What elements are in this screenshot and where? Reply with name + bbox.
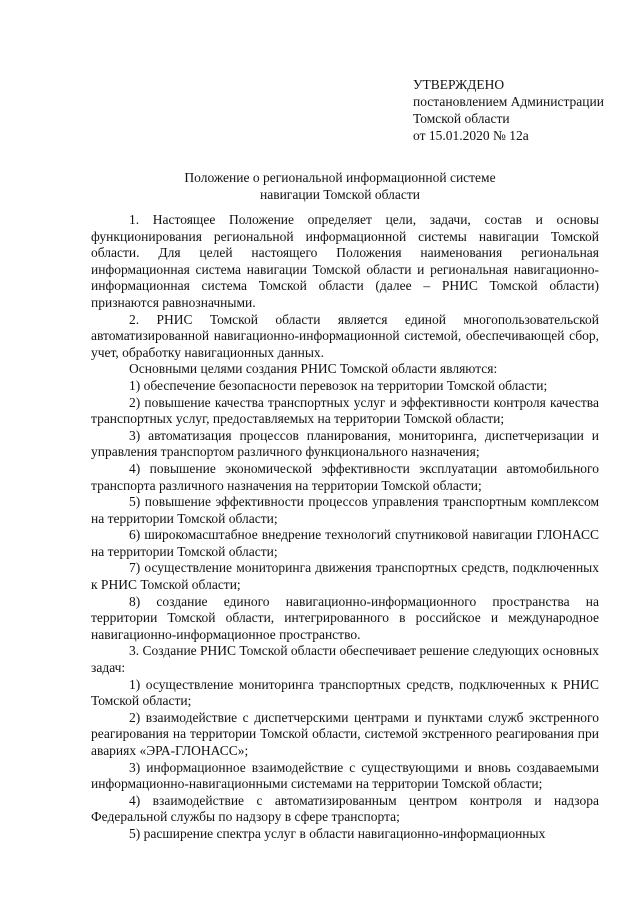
list-item-goal-8: 8) создание единого навигационно-информационного пространства на территории Томской области, интегрированного в российское и международное навигационно-информационное пространство. (91, 593, 599, 642)
list-item-goal-1: 1) обеспечение безопасности перевозок на территории Томской области; (129, 377, 548, 393)
list-item-goal-5: 5) повышение эффективности процессов управления транспортным комплексом на территории Томской области; (91, 494, 599, 526)
document-body (91, 212, 599, 843)
list-item-task-3: 3) информационное взаимодействие с существующими и вновь создаваемыми информационно-навигационными системами на территории Томской области; (91, 759, 599, 792)
approval-stamp (413, 76, 613, 144)
paragraph-goals-intro: Основными целями создания РНИС Томской области являются: (129, 361, 498, 377)
title-line: Положение о региональной информационной системе (184, 170, 496, 185)
list-item-goal-2: 2) повышение качества транспортных услуг и эффективности контроля качества транспортных услуг, предоставляемых на территории Томской области; (91, 394, 599, 427)
approval-date-number: от 15.01.2020 № 12а (413, 128, 529, 143)
title-line: навигации Томской области (259, 187, 420, 202)
document-title (120, 169, 560, 203)
list-item-task-4: 4) взаимодействие с автоматизированным центром контроля и надзора Федеральной службы по надзору в сфере транспорта; (91, 792, 599, 825)
list-item-goal-3: 3) автоматизация процессов планирования, мониторинга, диспетчеризации и управления транспортом различного функционального назначения; (91, 427, 599, 460)
paragraph-clause-2: 2. РНИС Томской области является единой многопользовательской автоматизированной навигационно-информационной системой, обеспечивающей сбор, учет, обработку навигационных данных. (91, 311, 599, 360)
list-item-goal-6: 6) широкомасштабное внедрение технологий спутниковой навигации ГЛОНАСС на территории Томской области; (91, 527, 599, 559)
list-item-goal-4: 4) повышение экономической эффективности эксплуатации автомобильного транспорта различного назначения на территории Томской области; (91, 460, 599, 493)
approval-region: Томской области (413, 111, 510, 126)
list-item-goal-7: 7) осуществление мониторинга движения транспортных средств, подключенных к РНИС Томской области; (91, 560, 599, 593)
approval-issuer: постановлением Администрации (413, 94, 604, 109)
list-item-task-2: 2) взаимодействие с диспетчерскими центрами и пунктами служб экстренного реагирования на территории Томской области, системой экстренного реагирования при авариях «ЭРА-ГЛОНАСС»; (91, 709, 599, 758)
list-item-task-1: 1) осуществление мониторинга транспортных средств, подключенных к РНИС Томской области; (91, 676, 599, 709)
paragraph-clause-3: 3. Создание РНИС Томской области обеспечивает решение следующих основных задач: (91, 643, 599, 676)
paragraph-clause-1: 1. Настоящее Положение определяет цели, задачи, состав и основы функционирования региональной информационной системы навигации Томской области. Для целей настоящего Положения наименования региональная информационная система навигации Томской области и региональная навигационно-информационная система Томской области (далее – РНИС Томской области) признаются равнозначными. (91, 212, 599, 310)
list-item-task-5: 5) расширение спектра услуг в области навигационно-информационных (129, 825, 546, 841)
approval-heading: УТВЕРЖДЕНО (413, 77, 505, 92)
